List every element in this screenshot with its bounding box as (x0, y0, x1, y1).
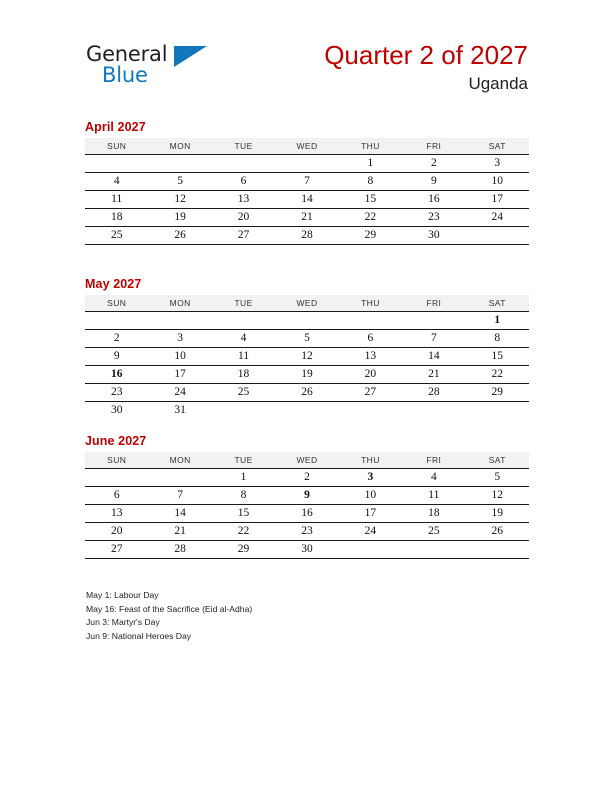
calendar-week-row (85, 383, 529, 401)
calendar-day[interactable]: 21 (148, 522, 211, 540)
weekday-header-sat: SAT (466, 452, 529, 468)
calendar-day[interactable]: 6 (212, 172, 275, 190)
calendar-day-empty (339, 311, 402, 329)
calendar-day[interactable]: 8 (339, 172, 402, 190)
calendar-week-row (85, 540, 529, 558)
weekday-header-row (85, 138, 529, 154)
calendar-day[interactable]: 1 (212, 468, 275, 486)
calendar-day[interactable]: 31 (174, 404, 186, 417)
calendar-day[interactable]: 13 (85, 504, 148, 522)
calendar-week-row (85, 172, 529, 190)
calendar-day-empty (466, 401, 529, 419)
calendar-day-holiday[interactable]: 3 (339, 468, 402, 486)
calendar-body (85, 311, 529, 419)
weekday-header-fri: FRI (402, 295, 465, 311)
calendar-day[interactable]: 15 (466, 347, 529, 365)
calendar-week-row (85, 365, 529, 383)
weekday-header-thu: THU (339, 138, 402, 154)
calendar-day[interactable]: 5 (275, 329, 338, 347)
calendar-day-empty (275, 401, 338, 419)
logo-text-general: General (86, 42, 168, 66)
calendar-week-row (85, 154, 529, 172)
weekday-header-thu: THU (339, 452, 402, 468)
calendar-day[interactable]: 4 (402, 468, 465, 486)
calendar-day-empty (212, 311, 275, 329)
calendar-day[interactable]: 8 (466, 329, 529, 347)
calendar-body (85, 468, 529, 558)
calendar-day[interactable]: 13 (339, 347, 402, 365)
calendar-day[interactable]: 18 (85, 208, 148, 226)
calendar-day[interactable]: 12 (275, 347, 338, 365)
calendar-day[interactable]: 14 (275, 190, 338, 208)
calendar-day[interactable]: 6 (85, 486, 148, 504)
weekday-header-tue: TUE (212, 138, 275, 154)
calendar-day-holiday[interactable]: 9 (275, 486, 338, 504)
calendar-day[interactable]: 6 (339, 329, 402, 347)
calendar-day[interactable]: 26 (275, 383, 338, 401)
month-label: April 2027 (85, 120, 146, 134)
calendar-day[interactable]: 30 (275, 540, 338, 558)
calendar-day[interactable]: 26 (466, 522, 529, 540)
calendar-day[interactable]: 30 (402, 226, 465, 244)
calendar-day[interactable]: 10 (148, 347, 211, 365)
calendar-day[interactable]: 20 (212, 208, 275, 226)
calendar-day[interactable]: 19 (148, 208, 211, 226)
calendar-day[interactable]: 17 (339, 504, 402, 522)
calendar-week-row (85, 504, 529, 522)
calendar-week-row (85, 401, 529, 419)
calendar-day[interactable]: 12 (466, 486, 529, 504)
legend-item: May 16: Feast of the Sacrifice (Eid al-Adha) (86, 603, 253, 614)
calendar-day[interactable]: 20 (339, 365, 402, 383)
calendar-day-empty (339, 401, 402, 419)
calendar-day[interactable]: 19 (466, 504, 529, 522)
logo-triangle-icon (174, 46, 207, 67)
calendar-week-row (85, 468, 529, 486)
calendar-day[interactable]: 7 (148, 486, 211, 504)
calendar-day[interactable]: 10 (466, 172, 529, 190)
calendar-day[interactable]: 2 (275, 468, 338, 486)
calendar-day[interactable]: 22 (212, 522, 275, 540)
calendar-day[interactable]: 11 (212, 347, 275, 365)
calendar-day[interactable]: 5 (148, 172, 211, 190)
calendar-week-row (85, 311, 529, 329)
calendar-day-empty (148, 468, 211, 486)
calendar-day[interactable]: 29 (466, 383, 529, 401)
calendar-week-row (85, 347, 529, 365)
calendar-day[interactable]: 29 (212, 540, 275, 558)
calendar-week-row (85, 329, 529, 347)
weekday-header-sun: SUN (85, 295, 148, 311)
weekday-header-row (85, 295, 529, 311)
calendar-table (85, 295, 529, 419)
calendar-day[interactable]: 20 (85, 522, 148, 540)
calendar-table (85, 452, 529, 559)
calendar-day[interactable]: 28 (275, 226, 338, 244)
calendar-day[interactable]: 12 (148, 190, 211, 208)
logo-text-blue: Blue (102, 63, 148, 87)
calendar-day[interactable]: 21 (275, 208, 338, 226)
calendar-day[interactable]: 1 (339, 154, 402, 172)
calendar-week-row (85, 208, 529, 226)
legend-item: Jun 3: Martyr's Day (86, 617, 160, 628)
calendar-day[interactable]: 29 (339, 226, 402, 244)
calendar-day[interactable]: 27 (212, 226, 275, 244)
country-subtitle: Uganda (468, 74, 528, 93)
legend-item: May 1: Labour Day (86, 590, 159, 600)
calendar-day[interactable]: 11 (85, 190, 148, 208)
weekday-header-tue: TUE (212, 452, 275, 468)
calendar-day[interactable]: 19 (275, 365, 338, 383)
calendar-day[interactable]: 25 (212, 383, 275, 401)
weekday-header-mon: MON (148, 138, 211, 154)
weekday-header-tue: TUE (212, 295, 275, 311)
calendar-day-empty (402, 311, 465, 329)
calendar-day-empty (402, 401, 465, 419)
calendar-day[interactable]: 14 (402, 347, 465, 365)
calendar-day[interactable]: 25 (402, 522, 465, 540)
weekday-header-sat: SAT (466, 295, 529, 311)
calendar-body (85, 154, 529, 244)
calendar-day[interactable]: 8 (212, 486, 275, 504)
calendar-day-empty (339, 540, 402, 558)
month-block-june (85, 434, 529, 559)
calendar-day-empty (85, 311, 148, 329)
calendar-day[interactable]: 9 (402, 172, 465, 190)
calendar-day[interactable]: 22 (466, 365, 529, 383)
calendar-day[interactable]: 23 (275, 522, 338, 540)
calendar-day-holiday[interactable]: 16 (85, 365, 148, 383)
month-block-may (85, 277, 529, 419)
calendar-day[interactable]: 24 (466, 208, 529, 226)
general-blue-logo (86, 42, 286, 92)
calendar-day-empty (275, 311, 338, 329)
calendar-day[interactable]: 7 (402, 329, 465, 347)
month-block-april (85, 120, 529, 245)
calendar-day[interactable]: 24 (339, 522, 402, 540)
calendar-day[interactable]: 11 (402, 486, 465, 504)
calendar-day-empty (275, 154, 338, 172)
calendar-day[interactable]: 22 (339, 208, 402, 226)
calendar-day[interactable]: 10 (339, 486, 402, 504)
calendar-day[interactable]: 2 (85, 329, 148, 347)
calendar-day[interactable]: 16 (275, 504, 338, 522)
calendar-day[interactable]: 16 (402, 190, 465, 208)
weekday-header-thu: THU (339, 295, 402, 311)
calendar-day[interactable]: 18 (212, 365, 275, 383)
calendar-day[interactable]: 28 (402, 383, 465, 401)
calendar-day-empty (85, 468, 148, 486)
month-label: May 2027 (85, 277, 142, 291)
calendar-day[interactable]: 27 (339, 383, 402, 401)
calendar-day[interactable]: 15 (212, 504, 275, 522)
calendar-day[interactable]: 2 (402, 154, 465, 172)
weekday-header-fri: FRI (402, 138, 465, 154)
page-title: Quarter 2 of 2027 (324, 40, 528, 70)
calendar-table (85, 138, 529, 245)
calendar-week-row (85, 226, 529, 244)
calendar-day[interactable]: 27 (85, 540, 148, 558)
weekday-header-wed: WED (275, 452, 338, 468)
weekday-header-mon: MON (148, 452, 211, 468)
calendar-day-empty (212, 154, 275, 172)
calendar-week-row (85, 486, 529, 504)
calendar-day-holiday[interactable]: 1 (466, 311, 529, 329)
calendar-day-empty (212, 401, 275, 419)
weekday-header-sun: SUN (85, 452, 148, 468)
calendar-day[interactable]: 18 (402, 504, 465, 522)
calendar-day-empty (148, 154, 211, 172)
weekday-header-fri: FRI (402, 452, 465, 468)
calendar-day-empty (85, 154, 148, 172)
calendar-day[interactable]: 17 (466, 190, 529, 208)
calendar-day[interactable]: 5 (466, 468, 529, 486)
page-header (0, 0, 612, 112)
calendar-day[interactable]: 21 (402, 365, 465, 383)
calendar-day[interactable]: 15 (339, 190, 402, 208)
calendar-day-empty (466, 226, 529, 244)
calendar-day[interactable]: 24 (148, 383, 211, 401)
title-block (324, 40, 528, 95)
calendar-day[interactable]: 14 (148, 504, 211, 522)
calendar-day[interactable]: 25 (85, 226, 148, 244)
holiday-legend (86, 589, 486, 643)
calendar-day-empty (148, 311, 211, 329)
calendar-day-empty (402, 540, 465, 558)
weekday-header-sat: SAT (466, 138, 529, 154)
calendar-day[interactable]: 30 (110, 404, 123, 417)
calendar-day[interactable]: 3 (148, 329, 211, 347)
calendar-day[interactable]: 4 (212, 329, 275, 347)
month-label: June 2027 (85, 434, 147, 448)
calendar-day[interactable]: 13 (212, 190, 275, 208)
calendar-day[interactable]: 23 (402, 208, 465, 226)
weekday-header-row (85, 452, 529, 468)
calendar-day[interactable]: 7 (275, 172, 338, 190)
calendar-week-row (85, 190, 529, 208)
calendar-day[interactable]: 26 (148, 226, 211, 244)
calendar-day[interactable]: 17 (148, 365, 211, 383)
calendar-day-empty (466, 540, 529, 558)
calendar-day[interactable]: 3 (466, 154, 529, 172)
calendar-week-row (85, 522, 529, 540)
legend-item: Jun 9: National Heroes Day (86, 630, 192, 641)
weekday-header-mon: MON (148, 295, 211, 311)
weekday-header-wed: WED (275, 138, 338, 154)
weekday-header-sun: SUN (85, 138, 148, 154)
calendar-day[interactable]: 28 (148, 540, 211, 558)
calendar-day[interactable]: 4 (85, 172, 148, 190)
calendar-day[interactable]: 23 (85, 383, 148, 401)
weekday-header-wed: WED (275, 295, 338, 311)
calendar-day[interactable]: 9 (85, 347, 148, 365)
